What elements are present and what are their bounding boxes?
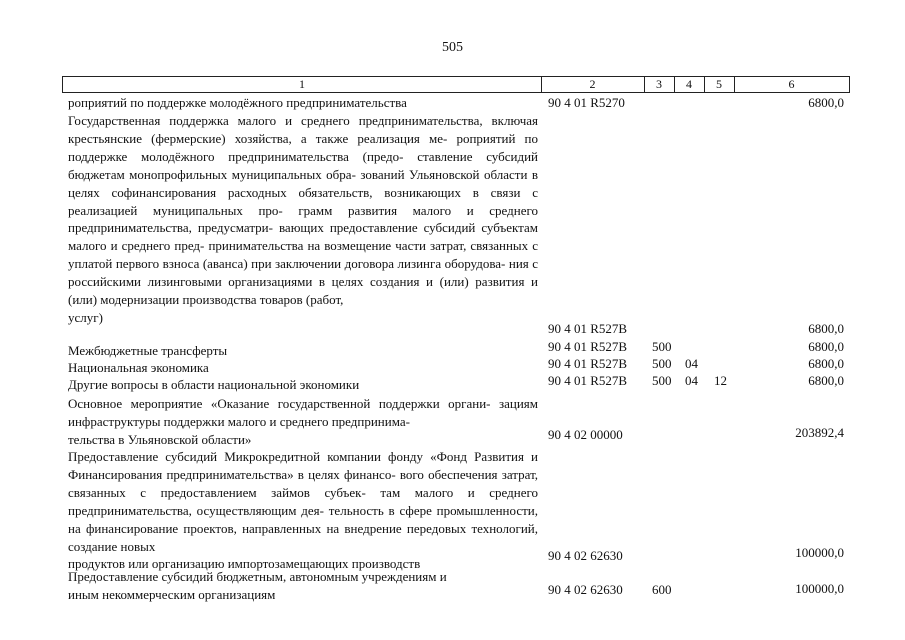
- row-code: 90 4 02 00000: [548, 427, 623, 442]
- row-amount: 203892,4: [795, 425, 844, 440]
- row-name-line: Межбюджетные трансферты: [68, 343, 228, 358]
- row-code: 90 4 01 R527В: [548, 356, 628, 371]
- row-name-line: продуктов или организацию импортозамещающих производств: [68, 556, 421, 572]
- row-code: 90 4 02 62630: [548, 548, 623, 563]
- row-name-line: там малого и среднего предпринимательства, осуществляющим дея-: [68, 484, 538, 518]
- row-name-line: направленных на внедрение передовых технологий, создание новых: [68, 520, 538, 554]
- row-amount: 100000,0: [795, 581, 844, 596]
- row-name-line: принимательства на возмещение части затрат, связанных с уплатой: [68, 238, 538, 272]
- row-name-line: Предоставление субсидий Микрокредитной компании фонду «Фонд: [68, 449, 467, 464]
- row-name-line: иным некоммерческим организациям: [68, 586, 276, 602]
- row-code: 90 4 01 R527В: [548, 339, 628, 354]
- row-name-line: ставление субсидий бюджетам монопрофильных муниципальных обра-: [68, 148, 538, 182]
- row-col3: 500: [652, 356, 672, 371]
- row-name-line: обязательств, возникающих в связи с реализацией муниципальных про-: [68, 184, 538, 218]
- row-col3: 500: [652, 339, 672, 354]
- row-name-line: Основное мероприятие «Оказание государственной поддержки органи-: [68, 396, 491, 411]
- row-code: 90 4 01 R527В: [548, 373, 628, 388]
- row-name-line: грамм развития малого и среднего предпринимательства, предусматри-: [68, 202, 538, 236]
- row-code: 90 4 02 62630: [548, 582, 623, 597]
- row-name: [68, 395, 538, 449]
- row-code: 90 4 01 R5270: [548, 95, 625, 110]
- row-name-line: тельства в Ульяновской области»: [68, 431, 252, 447]
- page-number: 505: [442, 40, 463, 55]
- column-header-3: 3: [656, 77, 662, 91]
- row-col5: 12: [714, 373, 727, 388]
- row-name-line: включая крестьянские (фермерские) хозяйства, а также реализация ме-: [68, 113, 538, 146]
- row-name-line: услуг): [68, 309, 103, 325]
- row-name-line: (или) развития и (или) модернизации производства товаров (работ,: [68, 274, 538, 308]
- row-amount: 6800,0: [808, 339, 844, 354]
- column-header-5: 5: [716, 77, 722, 91]
- row-name-line: первого взноса (аванса) при заключении договора лизинга оборудова-: [115, 256, 506, 272]
- column-header-4: 4: [686, 77, 692, 91]
- row-col3: 500: [652, 373, 672, 388]
- row-amount: 6800,0: [808, 95, 844, 110]
- row-col4: 04: [685, 373, 698, 388]
- column-header-6: 6: [788, 77, 795, 91]
- row-code: 90 4 01 R527В: [548, 321, 628, 336]
- row-amount: 6800,0: [808, 373, 844, 388]
- row-name-line: ния с российскими лизинговыми организациями в целях создания и: [68, 256, 539, 290]
- row-name: [68, 342, 538, 360]
- row-name-line: роприятий по поддержке молодёжного предпринимательства (предо-: [68, 130, 538, 164]
- row-name-line: Национальная экономика: [68, 360, 209, 375]
- row-col4: 04: [685, 356, 698, 371]
- row-name-line: роприятий по поддержке молодёжного предпринимательства: [68, 95, 407, 110]
- row-amount: 6800,0: [808, 321, 844, 336]
- row-name: [68, 568, 538, 604]
- row-name-line: вого обеспечения затрат, связанных с предоставлением займов субъек-: [68, 466, 539, 500]
- row-amount: 6800,0: [808, 356, 844, 371]
- row-name-line: вающих предоставление субсидий субъектам малого и среднего пред-: [68, 220, 539, 254]
- column-header-row: [62, 76, 850, 93]
- row-name-line: Предоставление субсидий бюджетным, автономным учреждениям и: [68, 569, 447, 584]
- row-name-line: Другие вопросы в области национальной экономики: [68, 377, 360, 392]
- row-name: [68, 94, 538, 112]
- row-name-line: Государственная поддержка малого и среднего предпринимательства,: [68, 113, 483, 128]
- row-name: [68, 112, 538, 327]
- column-header-2: 2: [589, 77, 596, 91]
- row-name: [68, 359, 538, 377]
- row-col3: 600: [652, 582, 672, 597]
- row-name: [68, 448, 538, 573]
- row-name-line: Развития и Финансирования предпринимательства» в целях финансо-: [68, 449, 538, 482]
- row-name: [68, 376, 538, 394]
- row-name-line: зациям инфраструктуры поддержки малого и среднего предпринима-: [68, 396, 539, 429]
- column-header-1: 1: [299, 77, 305, 91]
- row-name-line: зований Ульяновской области в целях софинансирования расходных: [68, 166, 539, 200]
- row-name-line: тельность в сфере промышленности, на финансирование проектов,: [68, 502, 538, 536]
- row-amount: 100000,0: [795, 545, 844, 560]
